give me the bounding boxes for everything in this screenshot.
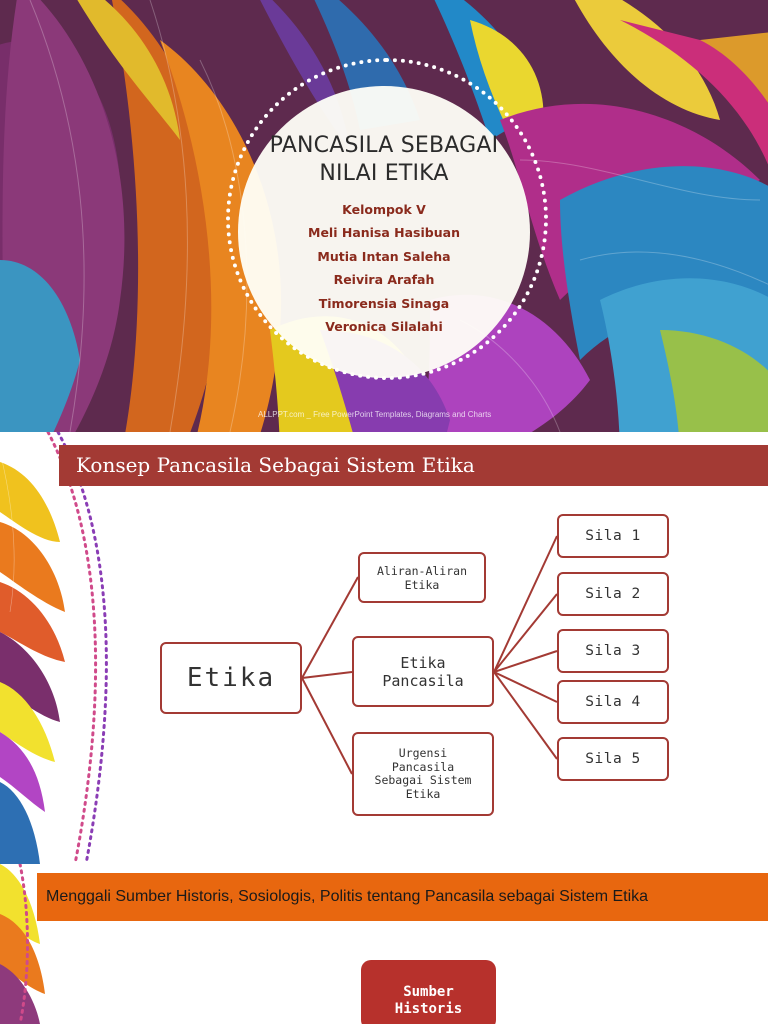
aliran-etika-node [358,552,486,603]
node-label: Sila 2 [585,586,641,602]
title-slide [0,0,768,432]
node-label: Sila 1 [585,528,641,544]
sila-5-node [557,737,669,781]
slide-heading: Konsep Pancasila Sebagai Sistem Etika [76,453,475,477]
template-watermark: ALLPPT.com _ Free PowerPoint Templates, Diagrams and Charts [258,410,492,419]
etika-root-node [160,642,302,714]
slide-heading: Menggali Sumber Historis, Sosiologis, Politis tentang Pancasila sebagai Sistem Etika [46,888,649,905]
sila-3-node [557,629,669,673]
member-name: Meli Hanisa Hasibuan [308,225,460,241]
sila-4-node [557,680,669,724]
node-label: Etika Pancasila [382,653,464,690]
sila-1-node [557,514,669,558]
urgensi-node [352,732,494,816]
concept-slide [0,432,768,864]
node-label: Sila 5 [585,751,641,767]
node-label: Etika [186,663,276,693]
title-line-2: NILAI ETIKA [319,161,449,186]
slide-title [238,132,530,188]
node-label: Sila 3 [585,643,641,659]
member-name: Timorensia Sinaga [318,295,450,311]
sumber-historis-button[interactable]: Sumber Historis [361,960,496,1024]
member-name: Veronica Silalahi [325,319,443,335]
sources-slide [0,864,768,1024]
group-name: Kelompok V [342,202,426,217]
member-list [238,198,530,338]
etika-pancasila-node [352,636,494,707]
title-line-1: PANCASILA SEBAGAI [269,133,499,158]
member-name: Mutia Intan Saleha [317,248,451,264]
sila-2-node [557,572,669,616]
node-label: Sila 4 [585,694,641,710]
slide-header-bar [37,873,768,921]
node-label: Aliran-Aliran Etika [376,563,467,592]
member-name: Reivira Arafah [333,272,435,288]
node-label: Urgensi Pancasila Sebagai Sistem Etika [374,746,472,801]
